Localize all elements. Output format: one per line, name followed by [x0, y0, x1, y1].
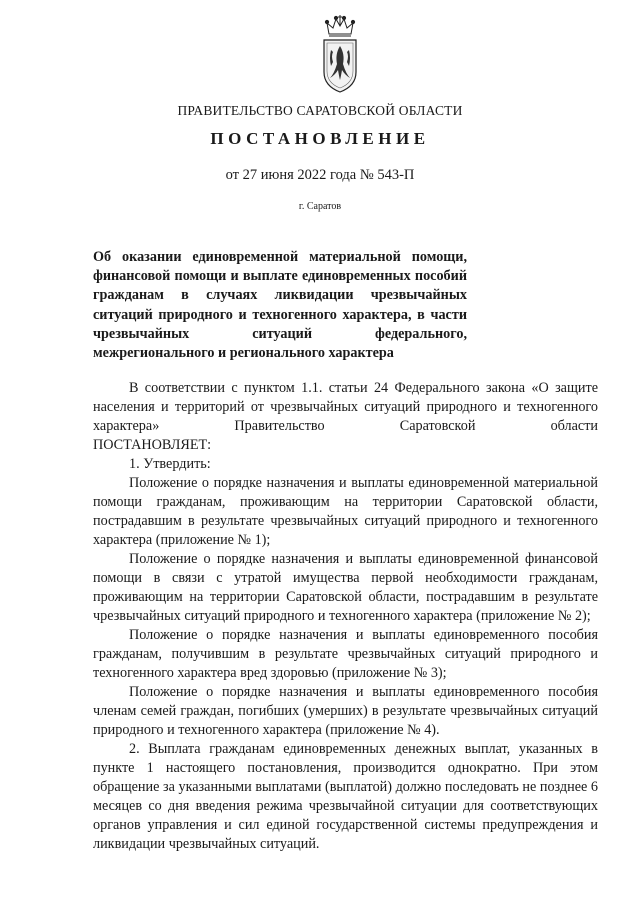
- document-title: Об оказании единовременной материальной помощи, финансовой помощи и выплате единовременных пособий гражданам в случаях ликвидации чрезвычайных ситуаций природного и техногенного характера, в части чрезвычайных ситуаций федерального, межрегионального и регионального характера: [93, 249, 467, 362]
- provision-1: Положение о порядке назначения и выплаты единовременной материальной помощи гражданам, проживающим на территории Саратовской области, пострадавшим в результате чрезвычайных ситуаций природного и техногенного характера (приложение № 1);: [93, 475, 598, 548]
- document-type: ПОСТАНОВЛЕНИЕ: [210, 129, 430, 148]
- resolves-heading: ПОСТАНОВЛЯЕТ:: [93, 437, 212, 453]
- government-name: ПРАВИТЕЛЬСТВО САРАТОВСКОЙ ОБЛАСТИ: [177, 103, 463, 118]
- provision-3: Положение о порядке назначения и выплаты единовременного пособия гражданам, получившим в результате чрезвычайных ситуаций природного и техногенного характера вред здоровью (приложение № 3);: [93, 627, 598, 681]
- document-city: г. Саратов: [298, 201, 342, 212]
- document-body: [93, 379, 598, 854]
- item-1-heading: 1. Утвердить:: [129, 456, 211, 472]
- coat-of-arms-icon: [316, 14, 364, 96]
- document-date-number: от 27 июня 2022 года № 543-П: [225, 167, 415, 183]
- intro-paragraph: В соответствии с пунктом 1.1. статьи 24 Федерального закона «О защите населения и территорий от чрезвычайных ситуаций природного и техногенного характера» Правительство Саратовской области: [93, 380, 598, 434]
- provision-2: Положение о порядке назначения и выплаты единовременной финансовой помощи в связи с утратой имущества первой необходимости гражданам, проживающим на территории Саратовской области, пострадавшим в результате чрезвычайных ситуаций природного и техногенного характера (приложение № 2);: [93, 551, 598, 624]
- provision-4: Положение о порядке назначения и выплаты единовременного пособия членам семей граждан, погибших (умерших) в результате чрезвычайных ситуаций природного и техногенного характера (приложение № 4).: [93, 684, 598, 738]
- item-2-paragraph: 2. Выплата гражданам единовременных денежных выплат, указанных в пункте 1 настоящего постановления, производится однократно. При этом обращение за указанными выплатами (выплатой) должно последовать не позднее 6 месяцев со дня введения режима чрезвычайной ситуации для соответствующих органов управления и сил единой государственной системы предупреждения и ликвидации чрезвычайных ситуаций.: [93, 741, 598, 852]
